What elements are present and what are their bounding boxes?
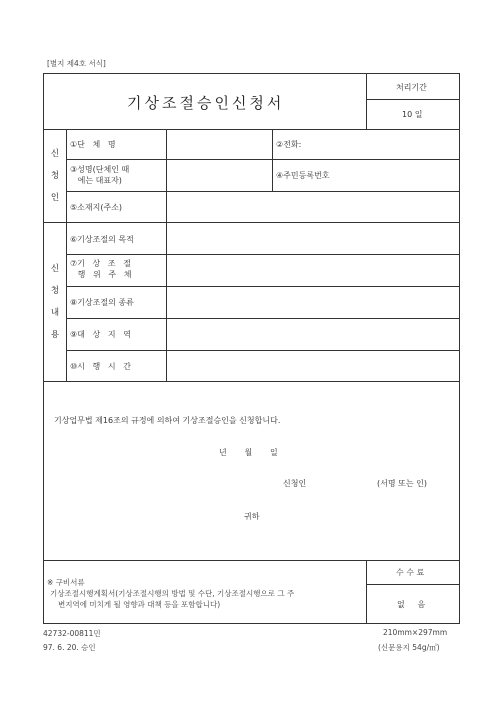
phone-label: ②전화: [276,140,302,149]
type-label: ⑧기상조절의 종류 [70,298,134,307]
phone-divider [272,129,273,191]
fee-label: 수 수 료 [396,568,425,577]
signature-note: (서명 또는 인) [377,479,427,488]
fee-value: 없 음 [397,600,426,609]
row-line-4 [66,286,460,287]
subject-label-1: ⑦기 상 조 절 [70,259,131,268]
table-border-right [459,73,460,624]
attachments-line-2: 변지역에 미치게 될 영향과 대책 등을 포함합니다) [58,600,221,609]
org-name-field[interactable] [167,139,271,157]
fee-divider [366,560,367,624]
form-title: 기상조절승인신청서 [127,94,285,112]
footer-code: 42732-00811민 [43,629,101,638]
id-number-field[interactable] [350,162,455,188]
title-bottom-line [43,129,460,130]
declaration-text: 기상업무법 제16조의 규정에 의하여 기상조절승인을 신청합니다. [54,416,281,425]
row-line-6 [66,350,460,351]
purpose-field[interactable] [167,225,455,252]
row-line-1 [66,159,460,160]
applicant-section-label: 신 청 인 [50,149,60,203]
footer-paper: (신문용지 54g/㎡) [378,643,440,652]
area-label: ⑨대 상 지 역 [70,330,131,339]
row-line-2 [66,191,460,192]
section-label-divider [66,129,67,381]
table-border-bottom [43,623,460,624]
table-border-top [43,73,460,74]
area-field[interactable] [167,321,455,348]
content-section-label: 신 청 내 용 [50,264,60,340]
processing-mid-line [366,99,459,100]
addressee: 귀하 [244,512,260,521]
purpose-label: ⑥기상조절의 목적 [70,235,134,244]
processing-divider [366,73,367,129]
rep-name-label-2: 에는 대표자) [70,176,122,185]
row-line-3 [66,254,460,255]
rep-name-label-1: ③성명(단체인 때 [70,165,130,174]
org-name-label: ①단 체 명 [70,140,116,149]
content-bottom-line [43,381,460,382]
address-field[interactable] [167,194,455,220]
footer-size: 210mm×297mm [383,628,448,637]
phone-field[interactable] [305,136,455,156]
section-line [43,222,460,223]
processing-label: 처리기간 [396,83,427,92]
id-number-label: ④주민등록번호 [276,171,330,180]
type-field[interactable] [167,289,455,316]
processing-value: 10 일 [402,110,423,119]
table-border-left [43,73,44,624]
form-number: [별지 제4호 서식] [47,59,106,68]
declaration-date: 년 월 일 [219,448,278,457]
subject-label-2: 행 위 주 체 [70,270,132,279]
rep-name-field[interactable] [167,162,271,188]
applicant-signature-label: 신청인 [283,479,307,488]
attachments-line-1: 기상조절시행계획서(기상조절시행의 방법 및 수단, 기상조절시행으로 그 주 [50,589,295,598]
address-label: ⑤소재지(주소) [70,203,123,212]
time-label: ⑩시 행 시 간 [70,362,131,371]
attachments-heading: ※ 구비서류 [47,578,85,587]
row-line-5 [66,318,460,319]
subject-field[interactable] [167,257,455,284]
footer-date: 97. 6. 20. 승인 [43,643,96,652]
time-field[interactable] [167,353,455,379]
declaration-bottom-line [43,560,460,561]
fee-mid-line [366,584,459,585]
